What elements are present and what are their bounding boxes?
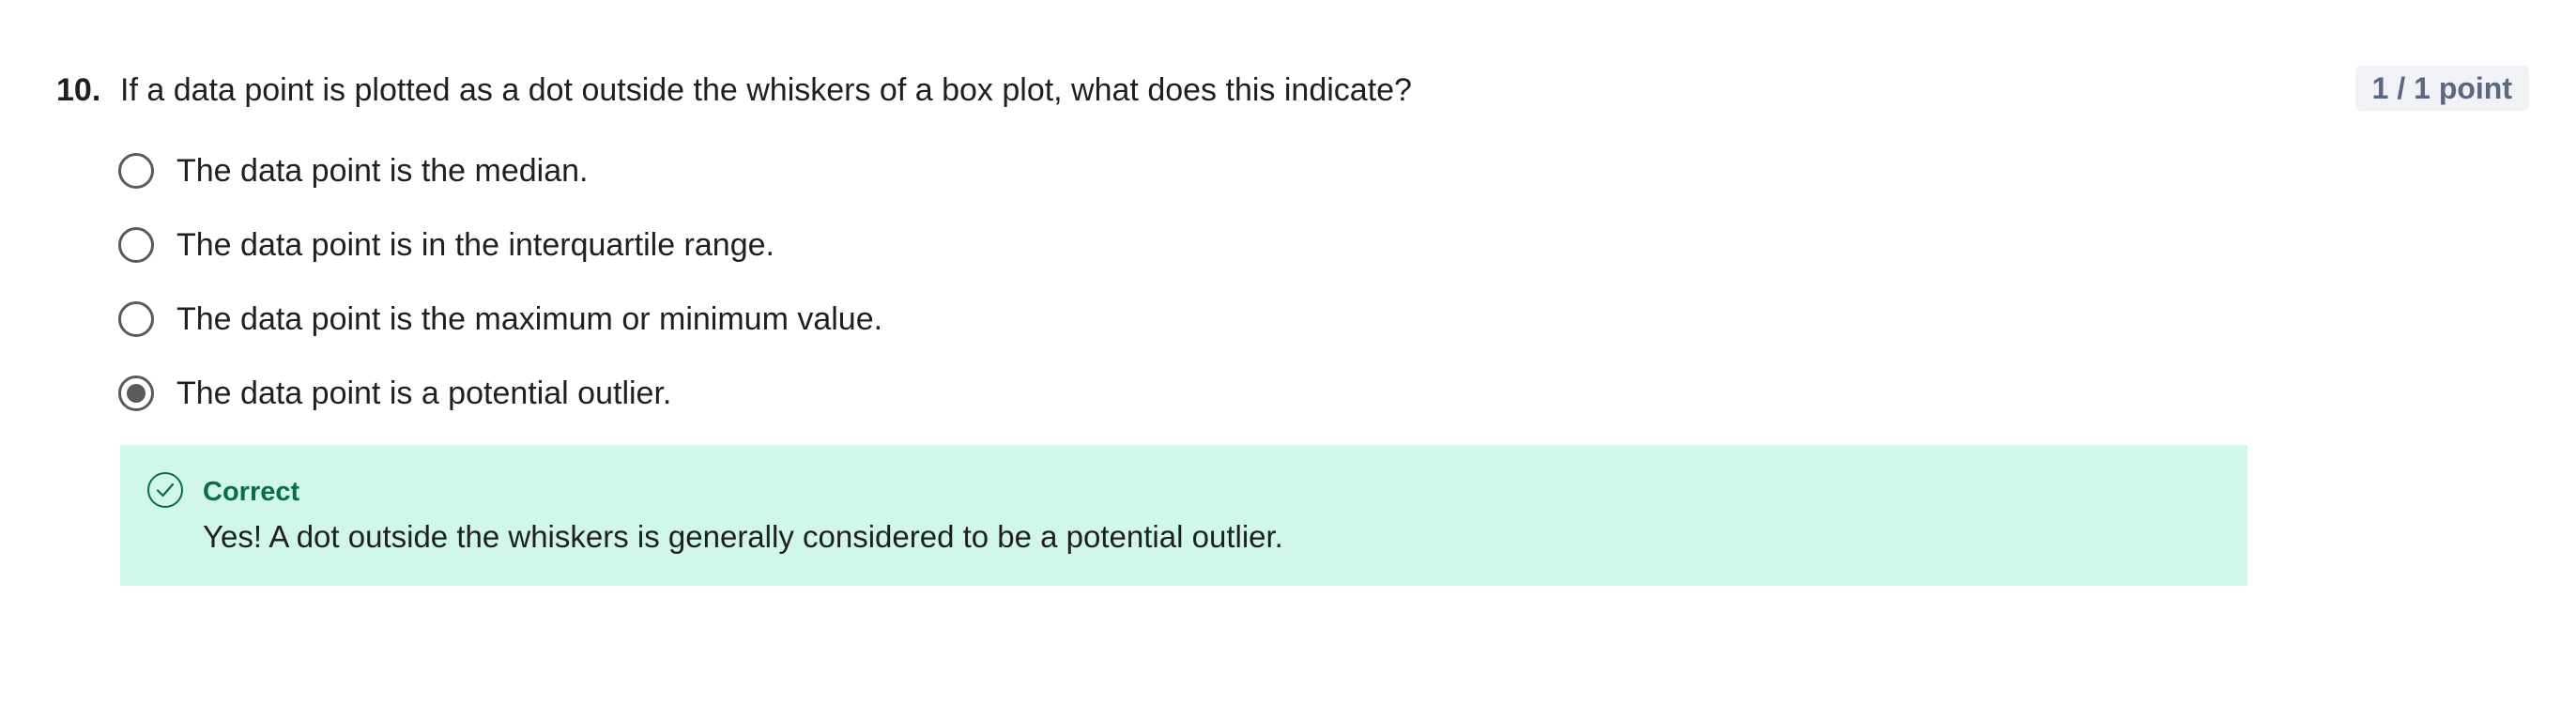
radio-button[interactable] — [118, 227, 154, 263]
option-label: The data point is a potential outlier. — [176, 375, 672, 411]
answer-option-1[interactable] — [118, 150, 882, 191]
question-header — [56, 68, 1412, 113]
question-number: 10. — [56, 72, 101, 108]
option-label: The data point is in the interquartile range. — [176, 227, 774, 263]
option-label: The data point is the median. — [176, 153, 589, 189]
points-badge: 1 / 1 point — [2355, 66, 2529, 111]
feedback-box — [120, 445, 2247, 586]
question-text: If a data point is plotted as a dot outside the whiskers of a box plot, what does this indicate? — [120, 72, 1412, 108]
feedback-message: Yes! A dot outside the whiskers is generally considered to be a potential outlier. — [203, 519, 1283, 554]
answer-option-4[interactable] — [118, 373, 882, 414]
radio-button[interactable] — [118, 301, 154, 337]
answer-option-3[interactable] — [118, 299, 882, 340]
radio-button[interactable] — [118, 153, 154, 189]
radio-selected-dot — [127, 384, 146, 403]
option-label: The data point is the maximum or minimum value. — [176, 301, 883, 337]
feedback-title: Correct — [203, 477, 300, 507]
radio-button-selected[interactable] — [118, 375, 154, 411]
answer-option-2[interactable] — [118, 224, 882, 266]
answer-options — [118, 150, 882, 447]
check-circle-icon — [146, 471, 184, 509]
